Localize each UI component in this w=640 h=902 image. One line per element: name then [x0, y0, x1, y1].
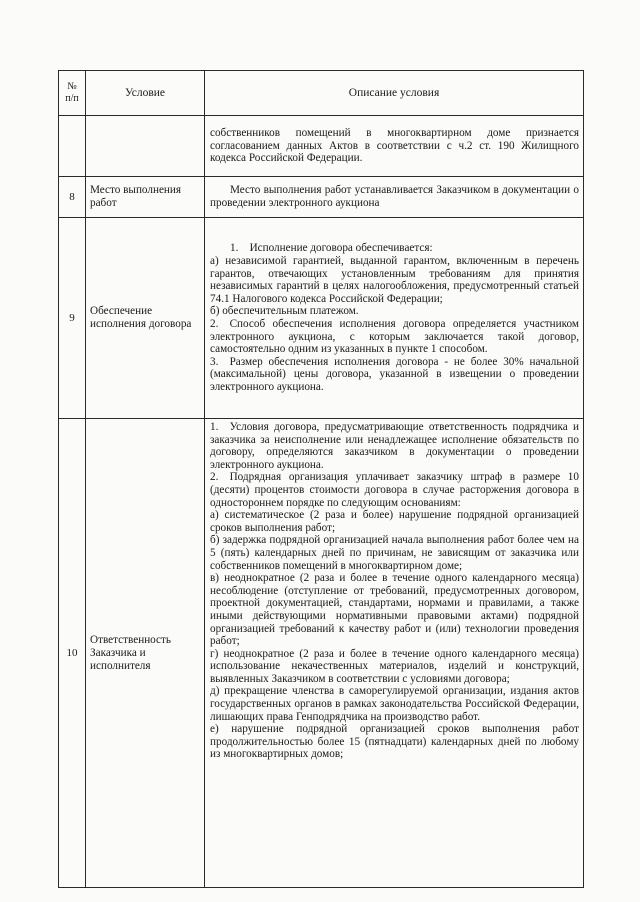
row-num: 9: [59, 218, 86, 419]
description-paragraph: а) систематическое (2 раза и более) нарушение подрядной организацией сроков выполнения работ;: [210, 509, 579, 534]
row-num: [59, 116, 86, 177]
row-num: 10: [59, 419, 86, 888]
description-paragraph: Место выполнения работ устанавливается Заказчиком в документации о проведении электронного аукциона: [210, 184, 579, 209]
row-description: [205, 218, 584, 419]
row-condition: [86, 116, 205, 177]
description-paragraph: 3. Размер обеспечения исполнения договора - не более 30% начальной (максимальной) цены договора, указанной в извещении о проведении электронного аукциона.: [210, 355, 579, 393]
description-paragraph: 1. Условия договора, предусматривающие ответственность подрядчика и заказчика за неисполнение или ненадлежащее исполнение обязательств по договору, определяются заказчиком в документации о проведении электронного аукциона.: [210, 421, 579, 471]
header-description: Описание условия: [205, 71, 584, 116]
header-num: № п/п: [59, 71, 86, 116]
row-condition: Обеспечение исполнения договора: [86, 218, 205, 419]
row-description: [205, 116, 584, 177]
table-row: [59, 419, 584, 888]
description-paragraph: д) прекращение членства в саморегулируемой организации, издания актов государственных органов в рамках законодательства Российской Федерации, лишающих права Генподрядчика на производство работ.: [210, 685, 579, 723]
row-condition: Ответственность Заказчика и исполнителя: [86, 419, 205, 888]
row-condition: Место выполнения работ: [86, 177, 205, 218]
conditions-table: [58, 70, 584, 888]
description-paragraph: 2. Способ обеспечения исполнения договора определяется участником электронного аукциона, с которым заключается такой договор, самостоятельно одним из указанных в пункте 1 способом.: [210, 318, 579, 356]
description-paragraph: е) нарушение подрядной организацией сроков выполнения работ продолжительностью более 15 (пятнадцати) календарных дней по любому из многоквартирных домов;: [210, 723, 579, 761]
description-paragraph: а) независимой гарантией, выданной гарантом, включенным в перечень гарантов, отвечающих установленным требованиям для принятия независимых гарантий в целях налогообложения, предусмотренный статьей 74.1 Налогового кодекса Российской Федерации;: [210, 255, 579, 305]
description-paragraph: б) задержка подрядной организацией начала выполнения работ более чем на 5 (пять) календарных дней по причинам, не зависящим от заказчика или собственников помещений в многоквартирном доме;: [210, 534, 579, 572]
table-row: [59, 218, 584, 419]
table-header-row: [59, 71, 584, 116]
description-paragraph: г) неоднократное (2 раза и более в течение одного календарного месяца) использование некачественных материалов, изделий и конструкций, выявленных Заказчиком в соответствии с условиями договора;: [210, 647, 579, 685]
header-condition: Условие: [86, 71, 205, 116]
description-paragraph: 2. Подрядная организация уплачивает заказчику штраф в размере 10 (десяти) процентов стоимости договора в случае расторжения договора в одностороннем порядке по следующим основаниям:: [210, 471, 579, 509]
row-description: [205, 419, 584, 888]
table-row: [59, 116, 584, 177]
description-paragraph: б) обеспечительным платежом.: [210, 305, 359, 318]
description-paragraph: в) неоднократное (2 раза и более в течение одного календарного месяца) несоблюдение (отступление от требований, предусмотренных договором, проектной документацией, стандартами, нормами и правилами, а также иными действующими нормативными правовыми актами) подрядной организацией требований к качеству работ и (или) технологии проведения работ;: [210, 572, 579, 648]
row-description: [205, 177, 584, 218]
description-paragraph: собственников помещений в многоквартирном доме признается согласованием данных Актов в соответствии с ч.2 ст. 190 Жилищного кодекса Российской Федерации.: [210, 127, 579, 165]
row-num: 8: [59, 177, 86, 218]
description-paragraph: 1. Исполнение договора обеспечивается:: [230, 242, 433, 255]
table-row: [59, 177, 584, 218]
